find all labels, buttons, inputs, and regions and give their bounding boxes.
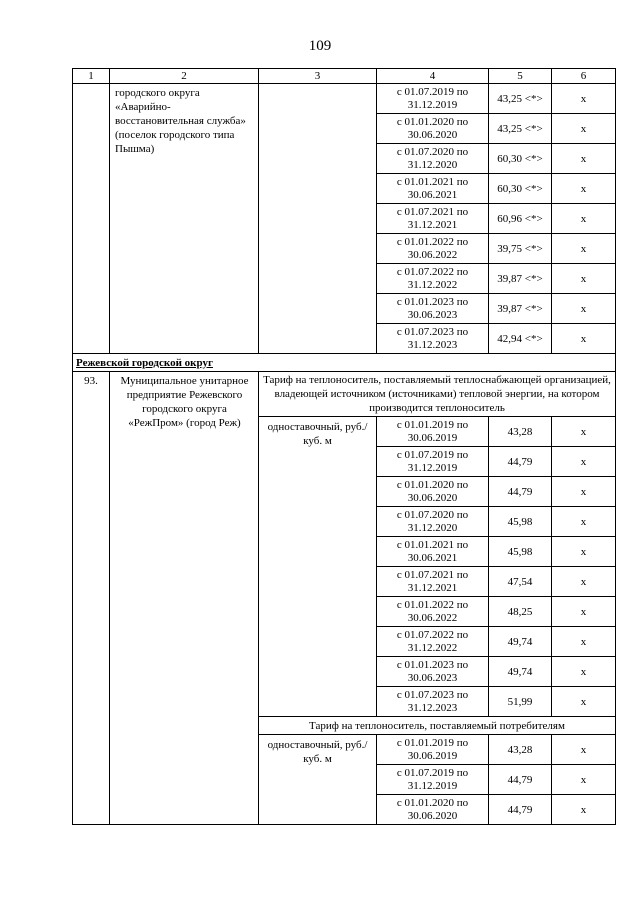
tariff-value-cell: 60,96 <*> [489, 204, 552, 234]
period-cell: с 01.01.2022 по 30.06.2022 [377, 234, 489, 264]
column6-cell: x [552, 174, 616, 204]
tariff-value-cell: 43,25 <*> [489, 114, 552, 144]
period-cell: с 01.01.2023 по 30.06.2023 [377, 657, 489, 687]
column6-cell: x [552, 657, 616, 687]
column-number: 4 [377, 69, 489, 84]
period-cell: с 01.07.2020 по 31.12.2020 [377, 507, 489, 537]
column6-cell: x [552, 507, 616, 537]
tariff-value-cell: 49,74 [489, 657, 552, 687]
tariff-value-cell: 44,79 [489, 765, 552, 795]
tariff-value-cell: 39,87 <*> [489, 294, 552, 324]
period-cell: с 01.07.2022 по 31.12.2022 [377, 264, 489, 294]
column6-cell: x [552, 477, 616, 507]
row-number-cell: 93. [73, 372, 110, 825]
column-number-row [73, 69, 616, 84]
period-cell: с 01.07.2021 по 31.12.2021 [377, 204, 489, 234]
column6-cell: x [552, 84, 616, 114]
tariff-value-cell: 60,30 <*> [489, 144, 552, 174]
tariff-value-cell: 44,79 [489, 447, 552, 477]
tariff-title: Тариф на теплоноситель, поставляемый потребителям [259, 717, 616, 735]
column6-cell: x [552, 324, 616, 354]
column6-cell: x [552, 294, 616, 324]
period-cell: с 01.01.2020 по 30.06.2020 [377, 114, 489, 144]
column6-cell: x [552, 144, 616, 174]
column6-cell: x [552, 567, 616, 597]
page-number: 109 [308, 38, 332, 54]
column6-cell: x [552, 114, 616, 144]
period-cell: с 01.01.2020 по 30.06.2020 [377, 795, 489, 825]
column6-cell: x [552, 447, 616, 477]
period-cell: с 01.07.2023 по 31.12.2023 [377, 687, 489, 717]
tariff-value-cell: 60,30 <*> [489, 174, 552, 204]
column6-cell: x [552, 627, 616, 657]
period-cell: с 01.07.2019 по 31.12.2019 [377, 447, 489, 477]
tariff-table [72, 68, 616, 825]
tariff-value-cell: 47,54 [489, 567, 552, 597]
column-number: 2 [110, 69, 259, 84]
period-cell: с 01.01.2023 по 30.06.2023 [377, 294, 489, 324]
organization-cell: городского округа «Аварийно-восстановительная служба» (поселок городского типа Пышма) [110, 84, 259, 354]
column6-cell: x [552, 264, 616, 294]
period-cell: с 01.07.2020 по 31.12.2020 [377, 144, 489, 174]
tariff-value-cell: 43,28 [489, 417, 552, 447]
period-cell: с 01.07.2023 по 31.12.2023 [377, 324, 489, 354]
column6-cell: x [552, 204, 616, 234]
period-cell: с 01.01.2020 по 30.06.2020 [377, 477, 489, 507]
tariff-value-cell: 48,25 [489, 597, 552, 627]
row-number-cell [73, 84, 110, 354]
period-cell: с 01.01.2021 по 30.06.2021 [377, 174, 489, 204]
column6-cell: x [552, 597, 616, 627]
tariff-value-cell: 43,28 [489, 735, 552, 765]
tariff-value-cell: 45,98 [489, 507, 552, 537]
tariff-value-cell: 43,25 <*> [489, 84, 552, 114]
table-row [73, 84, 616, 114]
period-cell: с 01.01.2021 по 30.06.2021 [377, 537, 489, 567]
column-number: 3 [259, 69, 377, 84]
column-number: 1 [73, 69, 110, 84]
tariff-type-cell: одноставочный, руб./куб. м [259, 735, 377, 825]
tariff-type-cell [259, 84, 377, 354]
column6-cell: x [552, 537, 616, 567]
period-cell: с 01.01.2019 по 30.06.2019 [377, 417, 489, 447]
column6-cell: x [552, 765, 616, 795]
column6-cell: x [552, 735, 616, 765]
tariff-title: Тариф на теплоноситель, поставляемый теплоснабжающей организацией, владеющей источником (источниками) тепловой энергии, на котором производится теплоноситель [259, 372, 616, 417]
tariff-value-cell: 42,94 <*> [489, 324, 552, 354]
tariff-value-cell: 51,99 [489, 687, 552, 717]
tariff-value-cell: 44,79 [489, 477, 552, 507]
column6-cell: x [552, 417, 616, 447]
tariff-type-cell: одноставочный, руб./куб. м [259, 417, 377, 717]
period-cell: с 01.07.2019 по 31.12.2019 [377, 84, 489, 114]
column6-cell: x [552, 687, 616, 717]
period-cell: с 01.07.2022 по 31.12.2022 [377, 627, 489, 657]
tariff-value-cell: 39,75 <*> [489, 234, 552, 264]
period-cell: с 01.01.2022 по 30.06.2022 [377, 597, 489, 627]
tariff-value-cell: 44,79 [489, 795, 552, 825]
section-title: Режевской городской округ [73, 354, 616, 372]
tariff-value-cell: 39,87 <*> [489, 264, 552, 294]
column6-cell: x [552, 795, 616, 825]
period-cell: с 01.01.2019 по 30.06.2019 [377, 735, 489, 765]
period-cell: с 01.07.2021 по 31.12.2021 [377, 567, 489, 597]
organization-cell: Муниципальное унитарное предприятие Режевского городского округа «РежПром» (город Реж) [110, 372, 259, 825]
tariff-title-row [73, 372, 616, 417]
section-row [73, 354, 616, 372]
tariff-value-cell: 45,98 [489, 537, 552, 567]
column-number: 6 [552, 69, 616, 84]
column6-cell: x [552, 234, 616, 264]
tariff-value-cell: 49,74 [489, 627, 552, 657]
period-cell: с 01.07.2019 по 31.12.2019 [377, 765, 489, 795]
column-number: 5 [489, 69, 552, 84]
